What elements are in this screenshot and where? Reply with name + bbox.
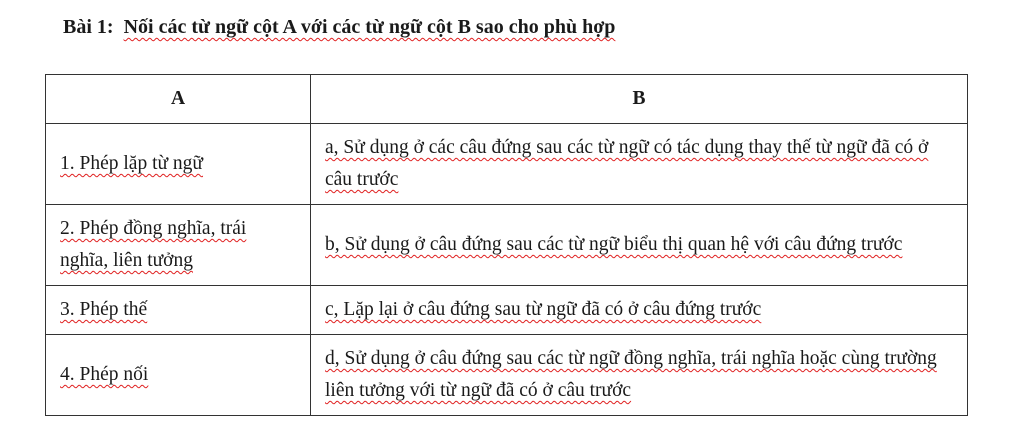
column-a-cell (46, 124, 311, 205)
column-b-text: c, Lặp lại ở câu đứng sau từ ngữ đã có ở câu đứng trước (325, 299, 762, 320)
column-a-cell (46, 335, 311, 416)
table-header-row (46, 75, 968, 124)
column-a-cell (46, 205, 311, 286)
column-b-cell (311, 286, 968, 335)
column-b-cell (311, 205, 968, 286)
table-row (46, 205, 968, 286)
exercise-instruction: Nối các từ ngữ cột A với các từ ngữ cột B sao cho phù hợp (123, 16, 616, 38)
column-a-text: 1. Phép lặp từ ngữ (60, 153, 204, 174)
column-b-text: b, Sử dụng ở câu đứng sau các từ ngữ biểu thị quan hệ với câu đứng trước (325, 234, 903, 255)
column-b-cell (311, 335, 968, 416)
column-b-header: B (311, 75, 968, 124)
column-b-cell (311, 124, 968, 205)
table-row (46, 286, 968, 335)
column-a-header: A (46, 75, 311, 124)
column-a-text: 4. Phép nối (60, 364, 149, 385)
column-b-text: d, Sử dụng ở câu đứng sau các từ ngữ đồng nghĩa, trái nghĩa hoặc cùng trường liên tưởng với từ ngữ đã có ở câu trước (325, 348, 937, 401)
table-row (46, 335, 968, 416)
table-row (46, 124, 968, 205)
exercise-number: Bài 1: (63, 16, 114, 38)
column-b-text: a, Sử dụng ở các câu đứng sau các từ ngữ có tác dụng thay thế từ ngữ đã có ở câu trước (325, 137, 929, 190)
column-a-cell (46, 286, 311, 335)
column-a-text: 3. Phép thế (60, 299, 148, 320)
column-a-text: 2. Phép đồng nghĩa, trái nghĩa, liên tưởng (60, 218, 247, 271)
matching-table (45, 74, 968, 416)
exercise-title (63, 10, 615, 44)
